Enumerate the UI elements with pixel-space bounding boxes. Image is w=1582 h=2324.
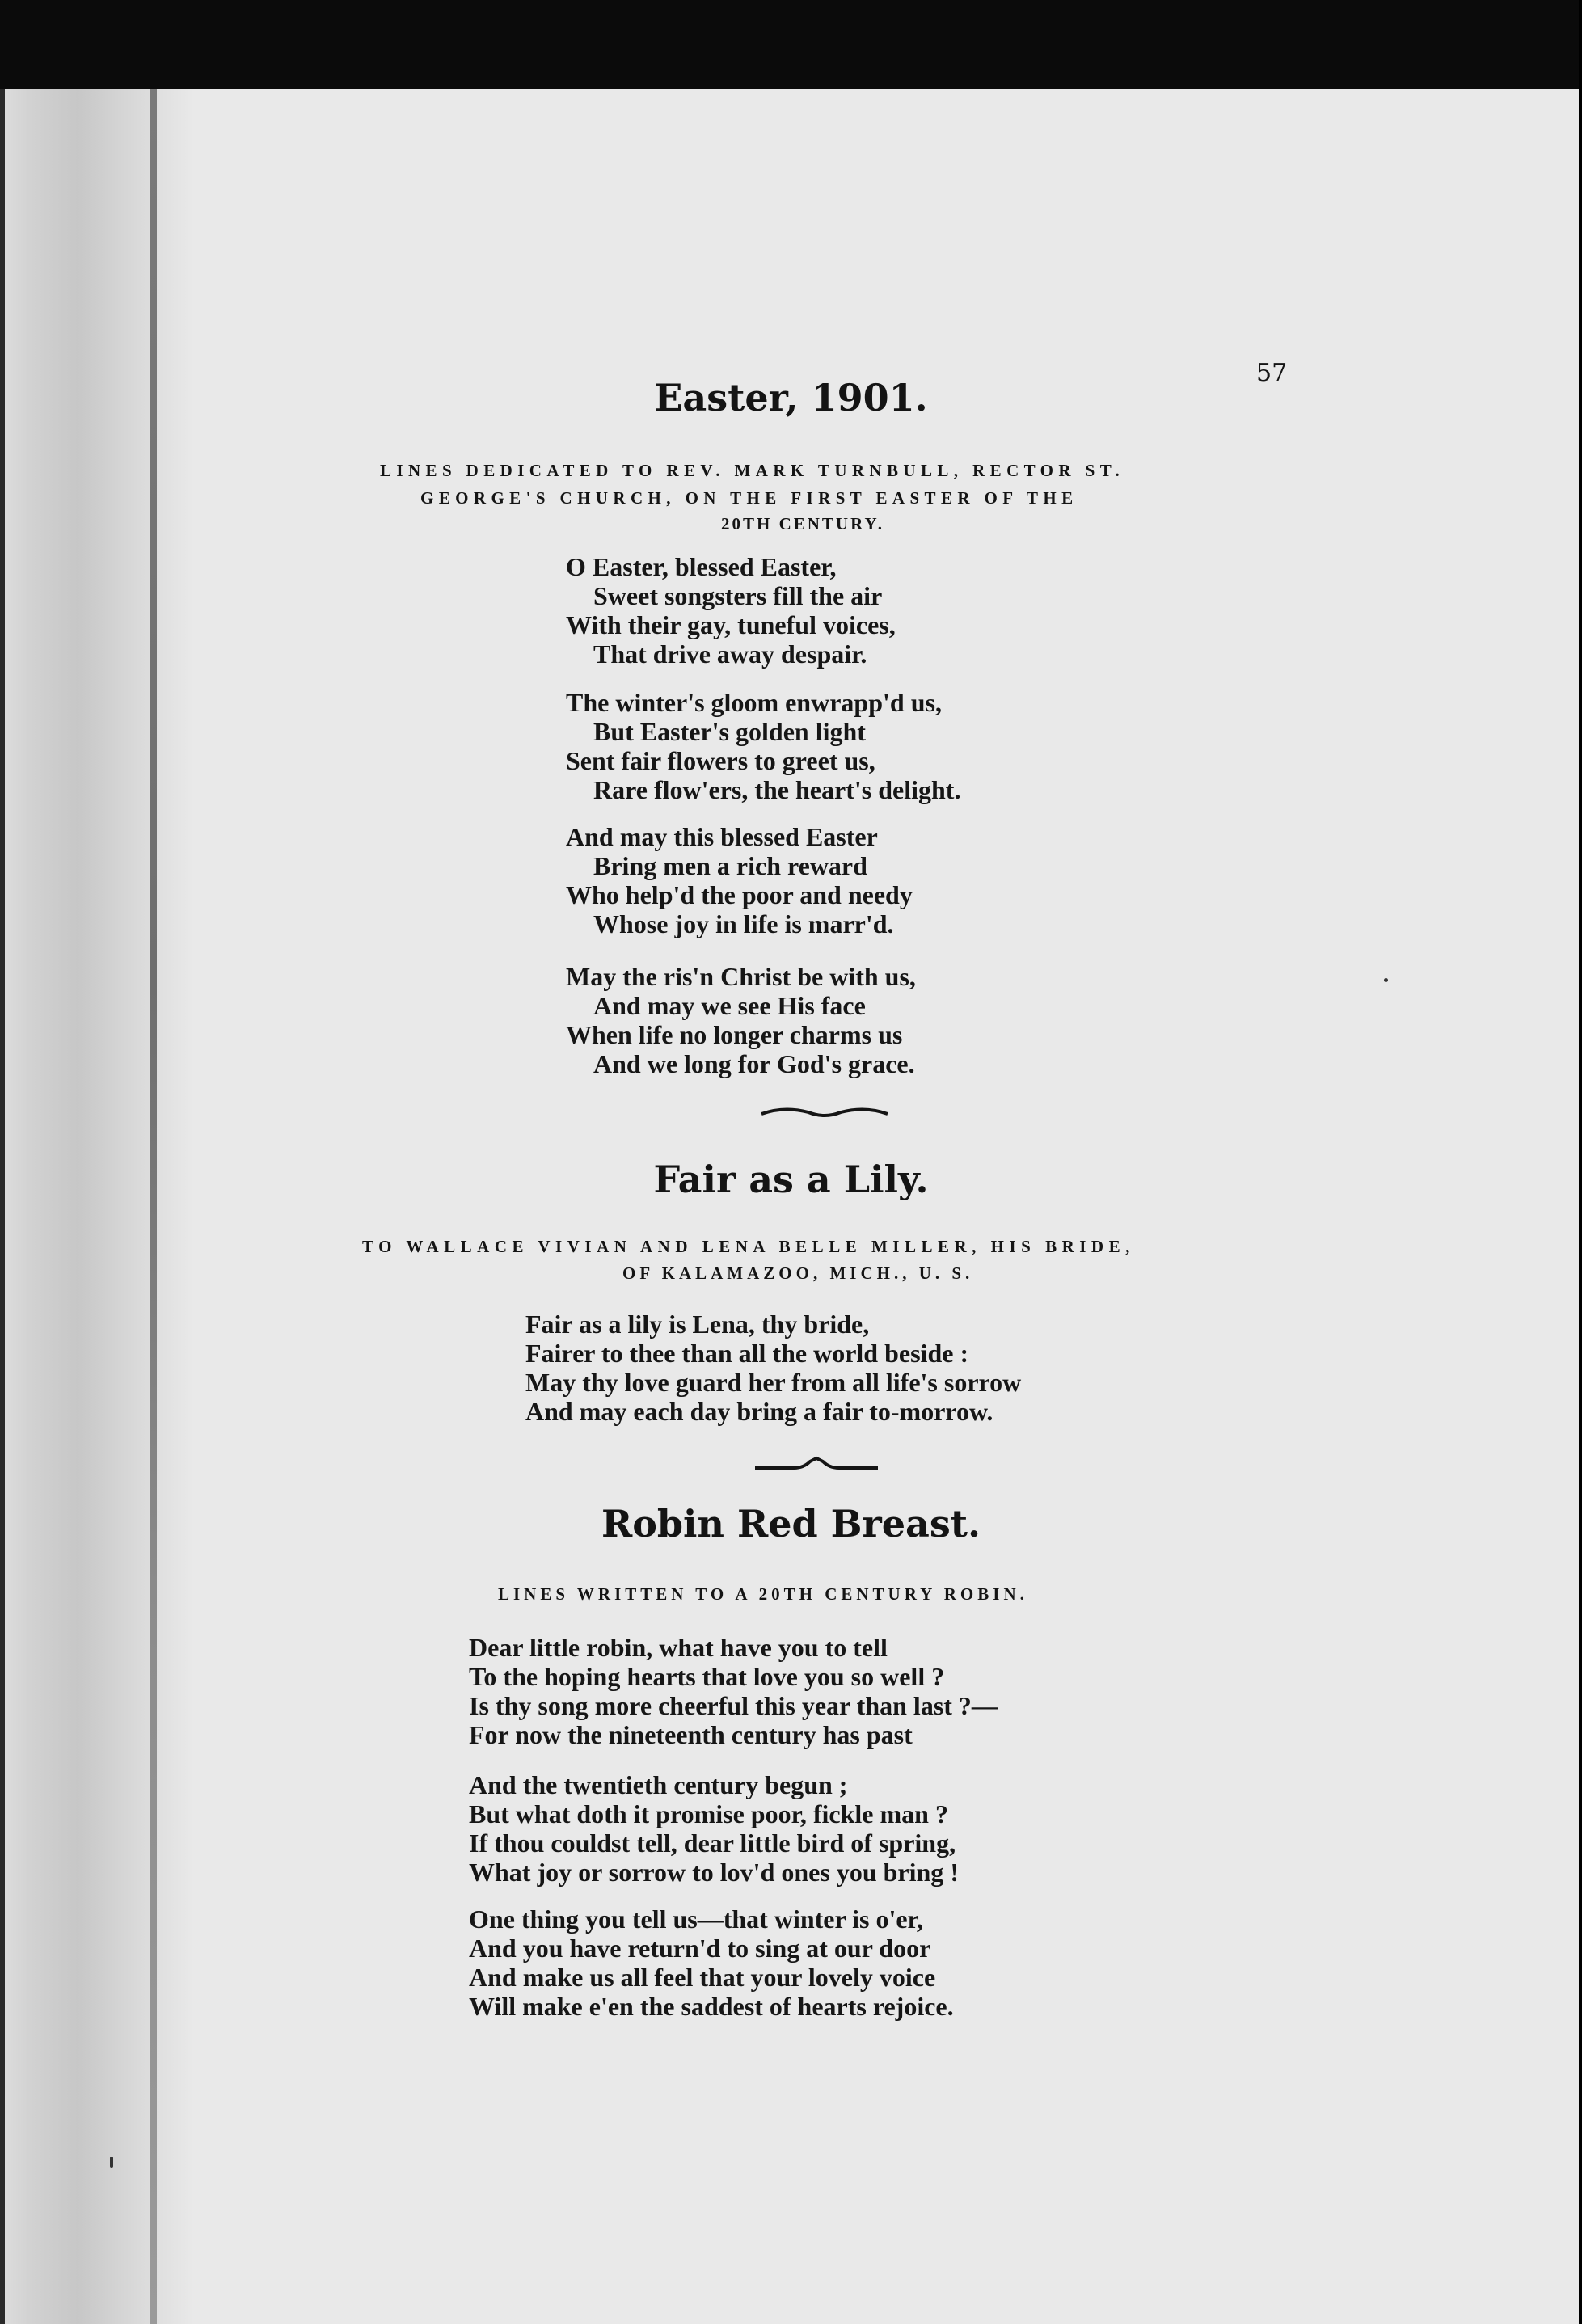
verse-line: What joy or sorrow to lov'd ones you bring ! bbox=[469, 1858, 959, 1887]
verse-line: And make us all feel that your lovely voice bbox=[469, 1963, 936, 1992]
stanza bbox=[566, 822, 913, 938]
stanza bbox=[469, 1904, 954, 2021]
verse-line: Sent fair flowers to greet us, bbox=[566, 746, 875, 775]
verse-line: And may each day bring a fair to-morrow. bbox=[525, 1397, 993, 1426]
verse-line: Fairer to thee than all the world beside : bbox=[525, 1339, 969, 1368]
dedication-line: TO WALLACE VIVIAN AND LENA BELLE MILLER, HIS BRIDE, bbox=[362, 1237, 1135, 1256]
verse-line: Who help'd the poor and needy bbox=[566, 880, 913, 909]
dedication-line: OF KALAMAZOO, MICH., U. S. bbox=[622, 1263, 974, 1283]
verse-line: Is thy song more cheerful this year than last ?— bbox=[469, 1691, 998, 1720]
verse-line: But Easter's golden light bbox=[593, 717, 866, 746]
verse-line: The winter's gloom enwrapp'd us, bbox=[566, 688, 942, 717]
verse-line: If thou couldst tell, dear little bird of spring, bbox=[469, 1828, 956, 1858]
verse-line: May thy love guard her from all life's sorrow bbox=[525, 1368, 1022, 1397]
verse-line: Whose joy in life is marr'd. bbox=[593, 909, 894, 938]
verse-line: One thing you tell us—that winter is o'er, bbox=[469, 1904, 923, 1934]
poem-title-robin: Robin Red Breast. bbox=[601, 1502, 981, 1546]
verse-line: Bring men a rich reward bbox=[593, 851, 867, 880]
verse-line: Fair as a lily is Lena, thy bride, bbox=[525, 1310, 870, 1339]
spine-fold-line bbox=[150, 89, 157, 2324]
poem-title-lily: Fair as a Lily. bbox=[653, 1158, 929, 1201]
verse-line: With their gay, tuneful voices, bbox=[566, 610, 896, 639]
dedication-line: GEORGE'S CHURCH, ON THE FIRST EASTER OF THE bbox=[420, 488, 1078, 508]
dedication-line: LINES WRITTEN TO A 20TH CENTURY ROBIN. bbox=[498, 1584, 1028, 1604]
stanza bbox=[566, 688, 960, 804]
verse-line: Will make e'en the saddest of hearts rejoice. bbox=[469, 1992, 954, 2021]
stanza bbox=[525, 1310, 1021, 1426]
stanza bbox=[469, 1770, 959, 1887]
verse-line: For now the nineteenth century has past bbox=[469, 1720, 913, 1749]
verse-line: Sweet songsters fill the air bbox=[593, 581, 883, 610]
verse-line: Dear little robin, what have you to tell bbox=[469, 1633, 888, 1662]
verse-line: To the hoping hearts that love you so well ? bbox=[469, 1662, 945, 1691]
verse-line: And the twentieth century begun ; bbox=[469, 1770, 848, 1799]
section-divider-ornament bbox=[753, 1455, 880, 1476]
verse-line: May the ris'n Christ be with us, bbox=[566, 962, 916, 991]
verse-line: And we long for God's grace. bbox=[593, 1049, 915, 1078]
verse-line: When life no longer charms us bbox=[566, 1020, 903, 1049]
poem-title-easter: Easter, 1901. bbox=[654, 376, 928, 420]
page-number: 57 bbox=[1256, 359, 1288, 387]
section-divider-ornament bbox=[760, 1103, 889, 1122]
dust-speck bbox=[1384, 978, 1388, 982]
dedication-line: LINES DEDICATED TO REV. MARK TURNBULL, RECTOR ST. bbox=[380, 461, 1125, 480]
verse-line: And you have return'd to sing at our door bbox=[469, 1934, 931, 1963]
verse-line: And may we see His face bbox=[593, 991, 866, 1020]
dust-speck bbox=[110, 2157, 113, 2168]
verse-line: O Easter, blessed Easter, bbox=[566, 552, 837, 581]
binding-shadow bbox=[0, 89, 194, 2324]
stanza bbox=[566, 962, 916, 1078]
verse-line: And may this blessed Easter bbox=[566, 822, 878, 851]
left-scan-edge bbox=[0, 89, 5, 2324]
stanza bbox=[566, 552, 896, 669]
verse-line: That drive away despair. bbox=[593, 639, 867, 669]
verse-line: Rare flow'ers, the heart's delight. bbox=[593, 775, 961, 804]
verse-line: But what doth it promise poor, fickle man ? bbox=[469, 1799, 948, 1828]
stanza bbox=[469, 1633, 998, 1749]
dedication-line: 20TH CENTURY. bbox=[721, 514, 885, 534]
